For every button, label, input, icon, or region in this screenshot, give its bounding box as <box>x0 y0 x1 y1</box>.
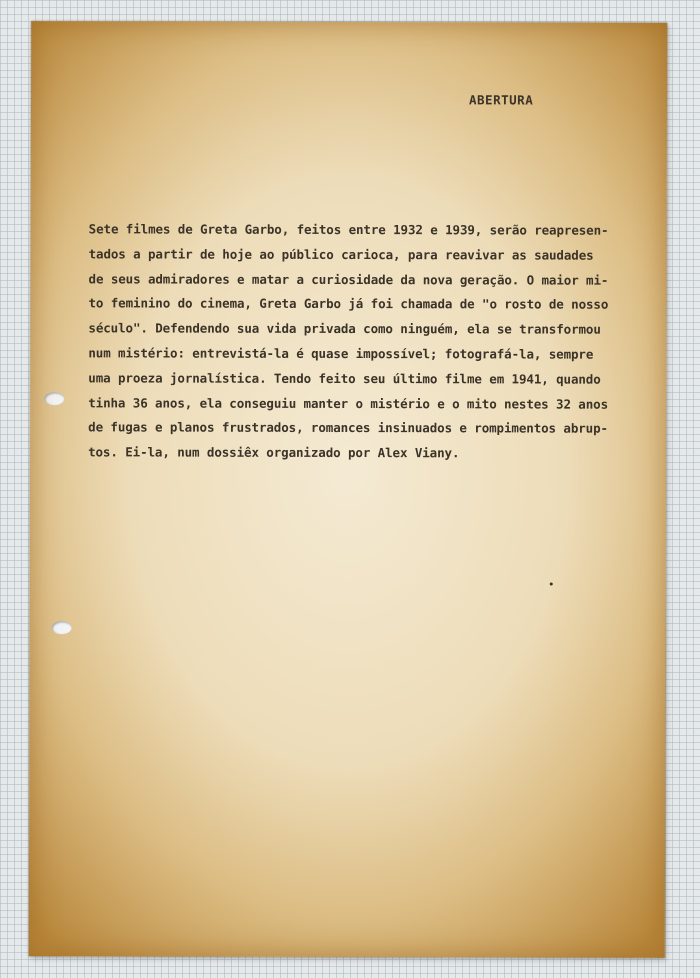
body-paragraph <box>88 217 629 466</box>
text-line-7: uma proeza jornalística. Tendo feito seu último filme em 1941, quando <box>88 370 601 387</box>
ink-speck <box>550 583 553 586</box>
punch-hole-top <box>44 392 64 405</box>
page-header: ABERTURA <box>469 92 534 108</box>
punch-hole-bottom <box>52 621 72 634</box>
text-line-6: num mistério: entrevistá-la é quase impossível; fotografá-la, sempre <box>88 345 594 362</box>
text-line-8: tinha 36 anos, ela conseguiu manter o mistério e o mito nestes 32 anos <box>88 394 609 412</box>
text-line-3: de seus admiradores e matar a curiosidade da nova geração. O maior mi- <box>88 270 609 288</box>
text-line-1: Sete filmes de Greta Garbo, feitos entre 1932 e 1939, serão reapresen- <box>88 221 609 238</box>
text-line-9: de fugas e planos frustrados, romances insinuados e rompimentos abrup- <box>88 419 608 437</box>
text-line-4: to feminino do cinema, Greta Garbo já foi chamada de "o rosto de nosso <box>88 295 609 313</box>
text-line-2: tados a partir de hoje ao público carioca, para reavivar as saudades <box>88 246 594 263</box>
typewritten-page <box>29 21 667 958</box>
text-line-10: tos. Ei-la, num dossiêx organizado por Alex Viany. <box>88 444 460 461</box>
text-line-5: século". Defendendo sua vida privada como ninguém, ela se transformou <box>88 320 601 337</box>
